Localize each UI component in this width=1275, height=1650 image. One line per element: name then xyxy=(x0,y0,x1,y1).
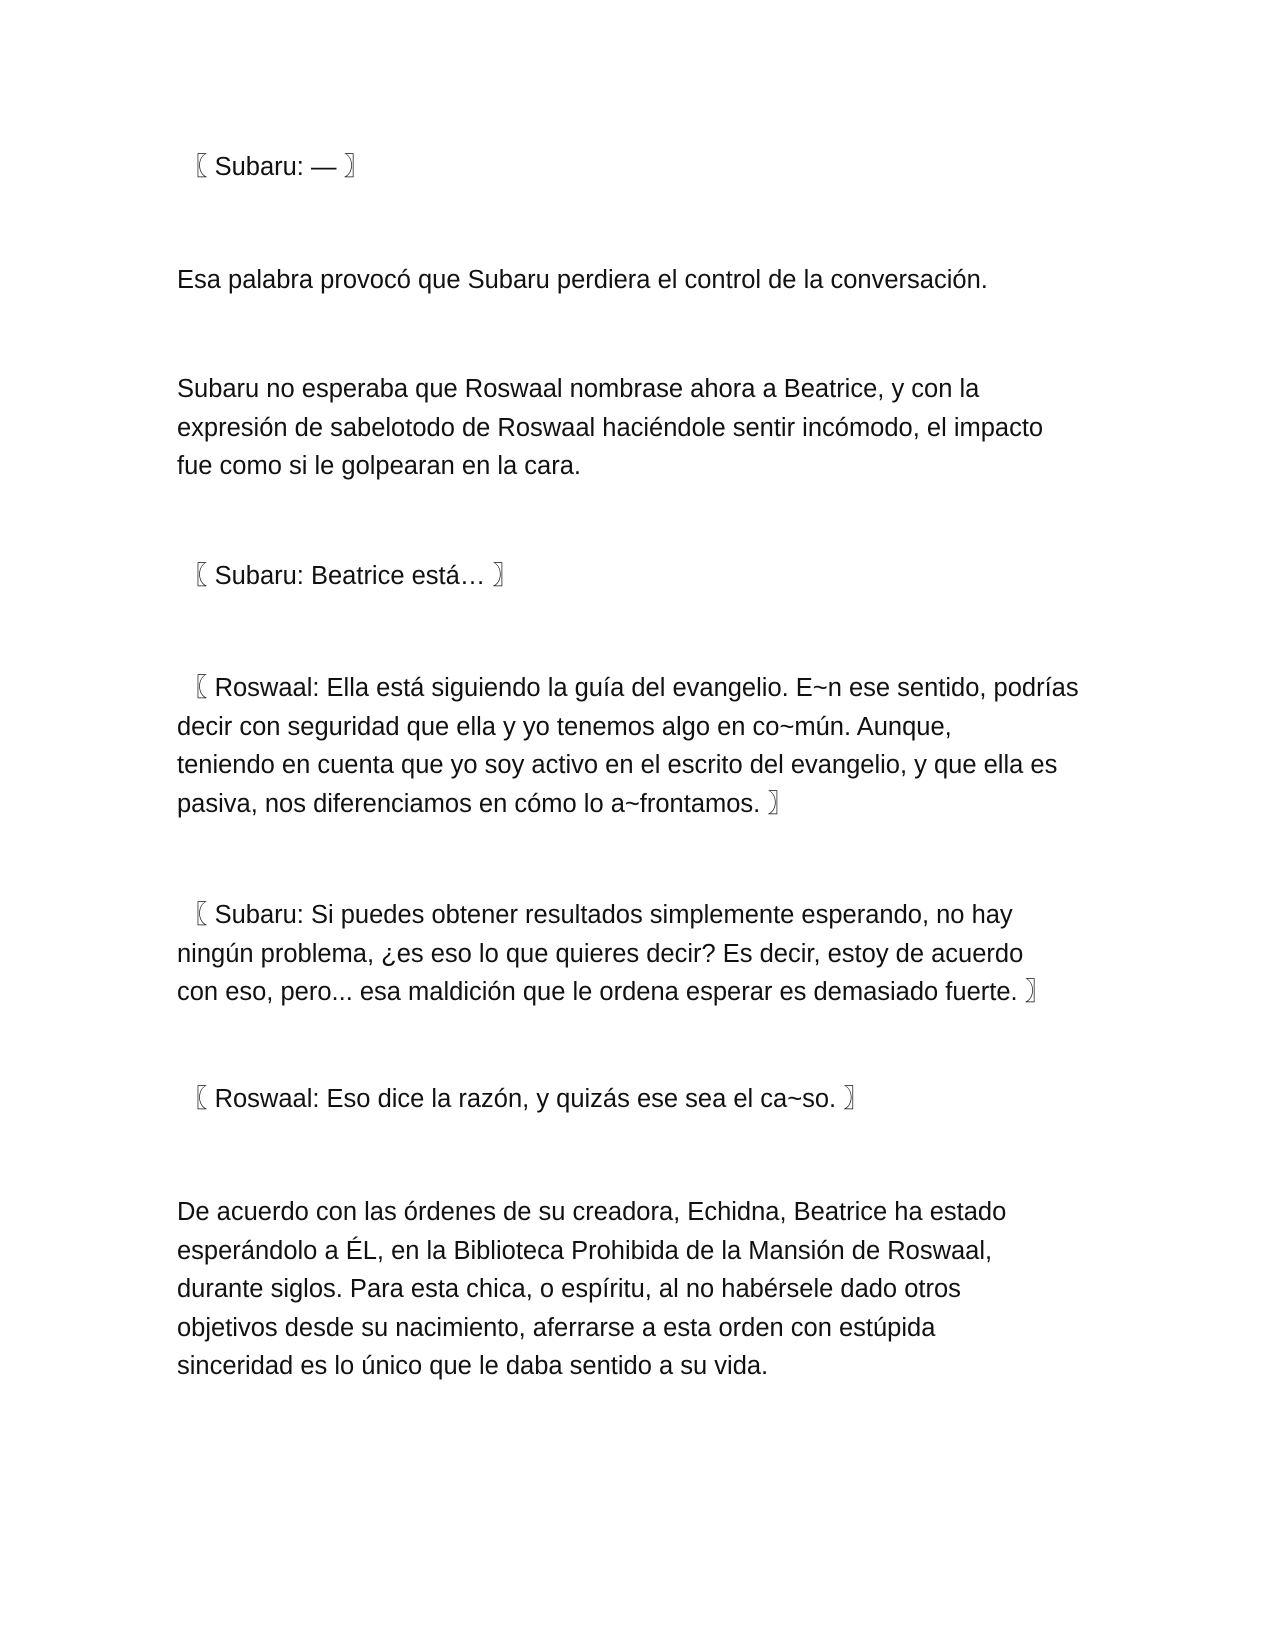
text-line: con eso, pero... esa maldición que le ordena esperar es demasiado fuerte. 〗 xyxy=(177,978,1051,1006)
narration-paragraph-1 xyxy=(177,261,1117,300)
text-line: ningún problema, ¿es eso lo que quieres decir? Es decir, estoy de acuerdo xyxy=(177,939,1024,968)
dialogue-subaru-1 xyxy=(182,148,1122,187)
text-line: 〖 Roswaal: Eso dice la razón, y quizás ese sea el ca~so. 〗 xyxy=(182,1085,869,1113)
text-line: fue como si le golpearan en la cara. xyxy=(177,452,581,480)
dialogue-subaru-2 xyxy=(182,557,1122,596)
text-line: 〖 Subaru: Beatrice está… 〗 xyxy=(182,562,518,590)
dialogue-roswaal-2 xyxy=(182,1080,1122,1119)
text-line: Esa palabra provocó que Subaru perdiera el control de la conversación. xyxy=(177,266,988,294)
text-line: teniendo en cuenta que yo soy activo en el escrito del evangelio, y que ella es xyxy=(177,751,1058,779)
text-line: 〖 Subaru: — 〗 xyxy=(182,153,370,181)
text-line: durante siglos. Para esta chica, o espíritu, al no habérsele dado otros xyxy=(177,1275,961,1303)
text-line: pasiva, nos diferenciamos en cómo lo a~frontamos. 〗 xyxy=(177,789,793,818)
narration-paragraph-2 xyxy=(177,370,1117,486)
text-line: sinceridad es lo único que le daba sentido a su vida. xyxy=(177,1352,769,1380)
text-line: 〖 Roswaal: Ella está siguiendo la guía del evangelio. E~n ese sentido, podrías xyxy=(182,674,1079,702)
text-line: Subaru no esperaba que Roswaal nombrase ahora a Beatrice, y con la xyxy=(177,375,980,403)
text-line: decir con seguridad que ella y yo tenemos algo en co~mún. Aunque, xyxy=(177,712,952,741)
text-line: objetivos desde su nacimiento, aferrarse a esta orden con estúpida xyxy=(177,1313,936,1342)
dialogue-subaru-3 xyxy=(177,896,1122,1012)
dialogue-roswaal-1 xyxy=(177,669,1122,823)
narration-paragraph-3 xyxy=(177,1193,1117,1386)
text-line: esperándolo a ÉL, en la Biblioteca Prohibida de la Mansión de Roswaal, xyxy=(177,1236,993,1265)
text-line: expresión de sabelotodo de Roswaal haciéndole sentir incómodo, el impacto xyxy=(177,413,1044,442)
text-line: 〖 Subaru: Si puedes obtener resultados simplemente esperando, no hay xyxy=(182,901,1013,929)
text-line: De acuerdo con las órdenes de su creadora, Echidna, Beatrice ha estado xyxy=(177,1198,1007,1226)
